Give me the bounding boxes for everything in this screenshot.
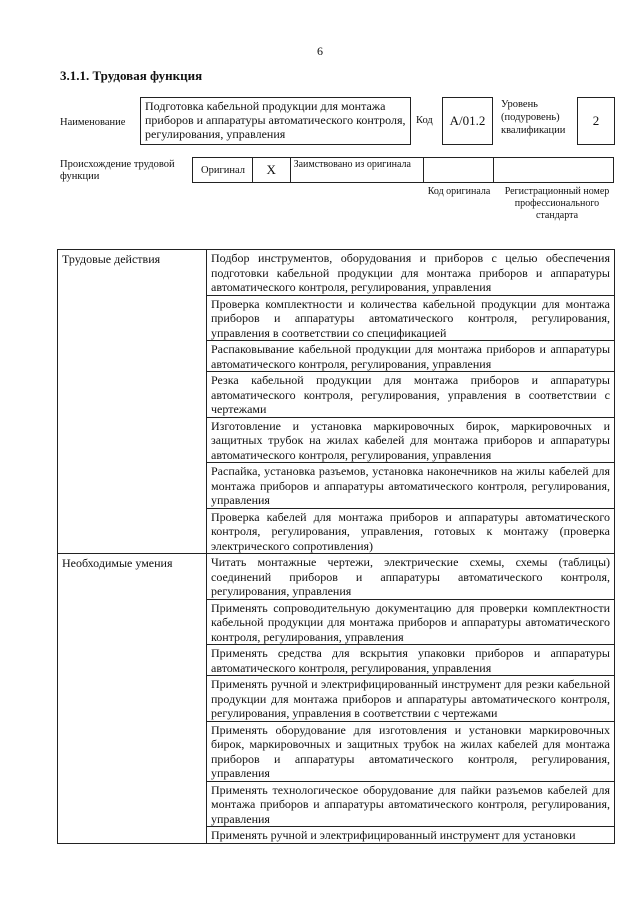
table-cell: Применять сопроводительную документацию для проверки комплектности кабельной продукции для монтажа приборов и аппаратуры автоматического контроля, регулирования, управления [207,599,615,645]
section-title-actions: Трудовые действия [58,250,207,554]
table-row [58,250,615,296]
borrowed-label: Заимствовано из оригинала [291,158,424,182]
page-number: 6 [317,44,323,58]
table-cell: Читать монтажные чертежи, электрические схемы, схемы (таблицы) соединений приборов и аппаратуры автоматического контроля, регулирования, управления [207,554,615,600]
table-cell: Применять технологическое оборудование для пайки разъемов кабелей для монтажа приборов и аппаратуры автоматического контроля, регулирования, управления [207,781,615,827]
table-cell: Применять ручной и электрифицированный инструмент для установки [207,827,615,844]
original-label: Оригинал [193,158,253,182]
table-row [58,554,615,600]
code-caption: Код оригинала [427,186,491,197]
table-cell: Применять оборудование для изготовления и установки маркировочных бирок, маркировочных и защитных трубок на жилах кабелей для монтажа приборов и аппаратуры автоматического контроля, регулирования, управления [207,721,615,781]
table-cell: Изготовление и установка маркировочных бирок, маркировочных и защитных трубок на жилах кабелей для монтажа приборов и аппаратуры автоматического контроля, регулирования, управления [207,417,615,463]
table-cell: Проверка комплектности и количества кабельной продукции для монтажа приборов и аппаратуры автоматического контроля, регулирования, управления в соответствии со спецификацией [207,295,615,341]
table-cell: Распайка, установка разъемов, установка наконечников на жилы кабелей для монтажа приборов и аппаратуры автоматического контроля, регулирования, управления [207,463,615,509]
level-label: Уровень (подуровень) квалификации [501,99,566,136]
name-label: Наименование [60,117,126,128]
regnum-caption: Регистрационный номер профессионального стандарта [504,186,610,221]
section-title-skills: Необходимые умения [58,554,207,844]
code-value-box: A/01.2 [442,97,493,145]
table-cell: Подбор инструментов, оборудования и приборов с целью обеспечения подготовки кабельной продукции для монтажа приборов и аппаратуры автоматического контроля, регулирования, управления [207,250,615,296]
origin-label: Происхождение трудовой функции [60,159,175,182]
section-title: 3.1.1. Трудовая функция [60,68,203,83]
original-code-cell [424,158,494,182]
original-mark: X [253,158,291,182]
code-label: Код [416,115,433,126]
level-value-box: 2 [577,97,615,145]
origin-row [192,157,614,183]
table-cell: Резка кабельной продукции для монтажа приборов и аппаратуры автоматического контроля, регулирования, управления в соответствии с чертежами [207,372,615,418]
table-cell: Применять ручной и электрифицированный инструмент для резки кабельной продукции для монтажа приборов и аппаратуры автоматического контроля, регулирования, управления в соответствии с чертежами [207,676,615,722]
function-name-box: Подготовка кабельной продукции для монтажа приборов и аппаратуры автоматического контроля, регулирования, управления [140,97,411,145]
reg-number-cell [494,158,613,182]
function-table [57,249,615,844]
table-cell: Распаковывание кабельной продукции для монтажа приборов и аппаратуры автоматического контроля, регулирования, управления [207,341,615,372]
table-cell: Применять средства для вскрытия упаковки приборов и аппаратуры автоматического контроля, регулирования, управления [207,645,615,676]
table-cell: Проверка кабелей для монтажа приборов и аппаратуры автоматического контроля, регулирования, управления, готовых к монтажу (проверка электрического сопротивления) [207,508,615,554]
